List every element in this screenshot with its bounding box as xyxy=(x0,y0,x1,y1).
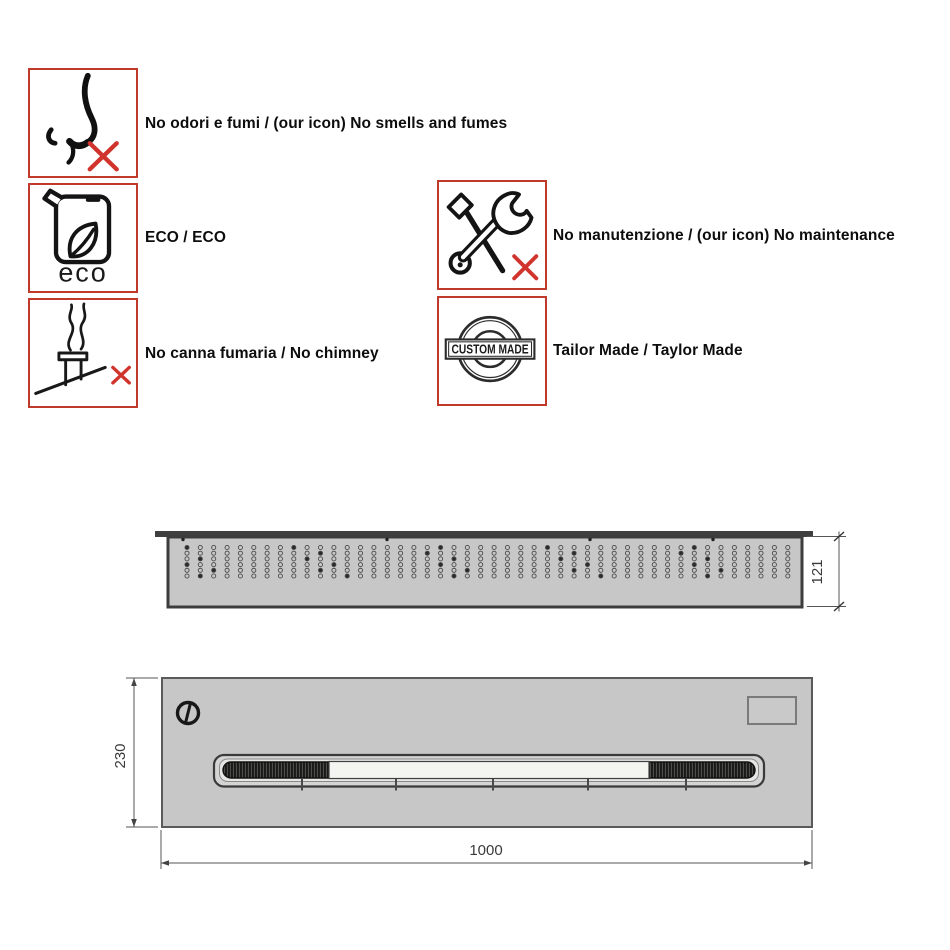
tailor-made-icon-box xyxy=(437,296,547,406)
no-smells-icon-box xyxy=(28,68,138,178)
depth-dim-label: 121 xyxy=(809,559,826,585)
width-dim-label: 1000 xyxy=(469,842,503,859)
eco-caption: eco xyxy=(58,257,108,288)
dimension-width-1000 xyxy=(161,830,812,869)
burner-slot xyxy=(214,755,764,791)
height-dim-label: 230 xyxy=(112,743,129,769)
feature-no-smells-label: No odori e fumi / (our icon) No smells and fumes xyxy=(145,115,508,132)
technical-drawing xyxy=(0,500,950,920)
feature-no-maintenance-label: No manutenzione / (our icon) No maintenance xyxy=(553,227,895,244)
top-view xyxy=(155,531,813,607)
burner-slider-plate xyxy=(329,762,649,779)
chimney-crossed-icon xyxy=(30,300,136,406)
feature-tailor-made-label: Tailor Made / Taylor Made xyxy=(553,342,743,359)
tools-crossed-icon xyxy=(439,182,545,288)
front-view xyxy=(162,678,812,827)
igniter-knob-icon xyxy=(178,702,199,723)
red-cross-icon xyxy=(113,367,129,382)
front-view-body xyxy=(162,678,812,827)
no-maintenance-icon-box xyxy=(437,180,547,290)
dimension-depth-121 xyxy=(807,532,846,612)
no-chimney-icon-box xyxy=(28,298,138,408)
eco-jerrycan-icon xyxy=(30,185,136,291)
red-cross-icon xyxy=(514,256,536,278)
control-panel-plate xyxy=(748,697,796,724)
dimension-height-230 xyxy=(112,678,158,827)
nose-crossed-icon xyxy=(30,70,136,176)
red-cross-icon xyxy=(90,143,117,169)
eco-icon-box xyxy=(28,183,138,293)
feature-no-chimney-label: No canna fumaria / No chimney xyxy=(145,345,379,362)
feature-eco-label: ECO / ECO xyxy=(145,229,226,246)
custom-made-stamp-icon xyxy=(439,298,545,404)
stamp-text: CUSTOM MADE xyxy=(451,342,529,357)
